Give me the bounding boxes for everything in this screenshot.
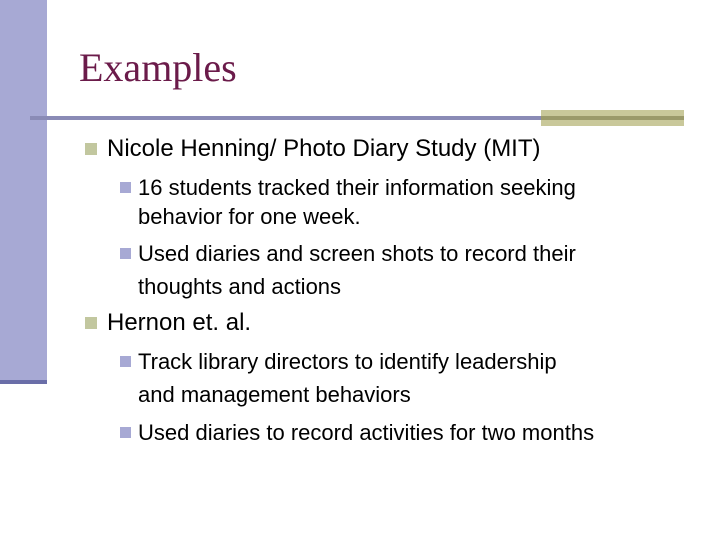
sub-bullet-line: Track library directors to identify leadership bbox=[138, 349, 557, 374]
slide-title: Examples bbox=[79, 45, 237, 90]
square-bullet-icon bbox=[120, 427, 131, 438]
square-bullet-icon bbox=[85, 143, 97, 155]
bullet-item: Nicole Henning/ Photo Diary Study (MIT) bbox=[107, 135, 541, 162]
sub-bullet-line: and management behaviors bbox=[138, 382, 411, 407]
sub-bullet-line: behavior for one week. bbox=[138, 204, 361, 229]
sub-bullet-line: thoughts and actions bbox=[138, 274, 342, 299]
left-decorative-band bbox=[0, 0, 47, 383]
sub-bullet-line: Used diaries and screen shots to record their bbox=[138, 241, 576, 266]
sub-bullet-line: 16 students tracked their information seeking bbox=[138, 175, 576, 200]
sub-bullet-line: Used diaries to record activities for two months bbox=[138, 420, 595, 445]
square-bullet-icon bbox=[85, 317, 97, 329]
square-bullet-icon bbox=[120, 356, 131, 367]
left-band-edge bbox=[0, 380, 47, 384]
square-bullet-icon bbox=[120, 182, 131, 193]
bullet-item: Hernon et. al. bbox=[107, 309, 252, 336]
square-bullet-icon bbox=[120, 248, 131, 259]
divider-accent-line bbox=[541, 116, 684, 120]
